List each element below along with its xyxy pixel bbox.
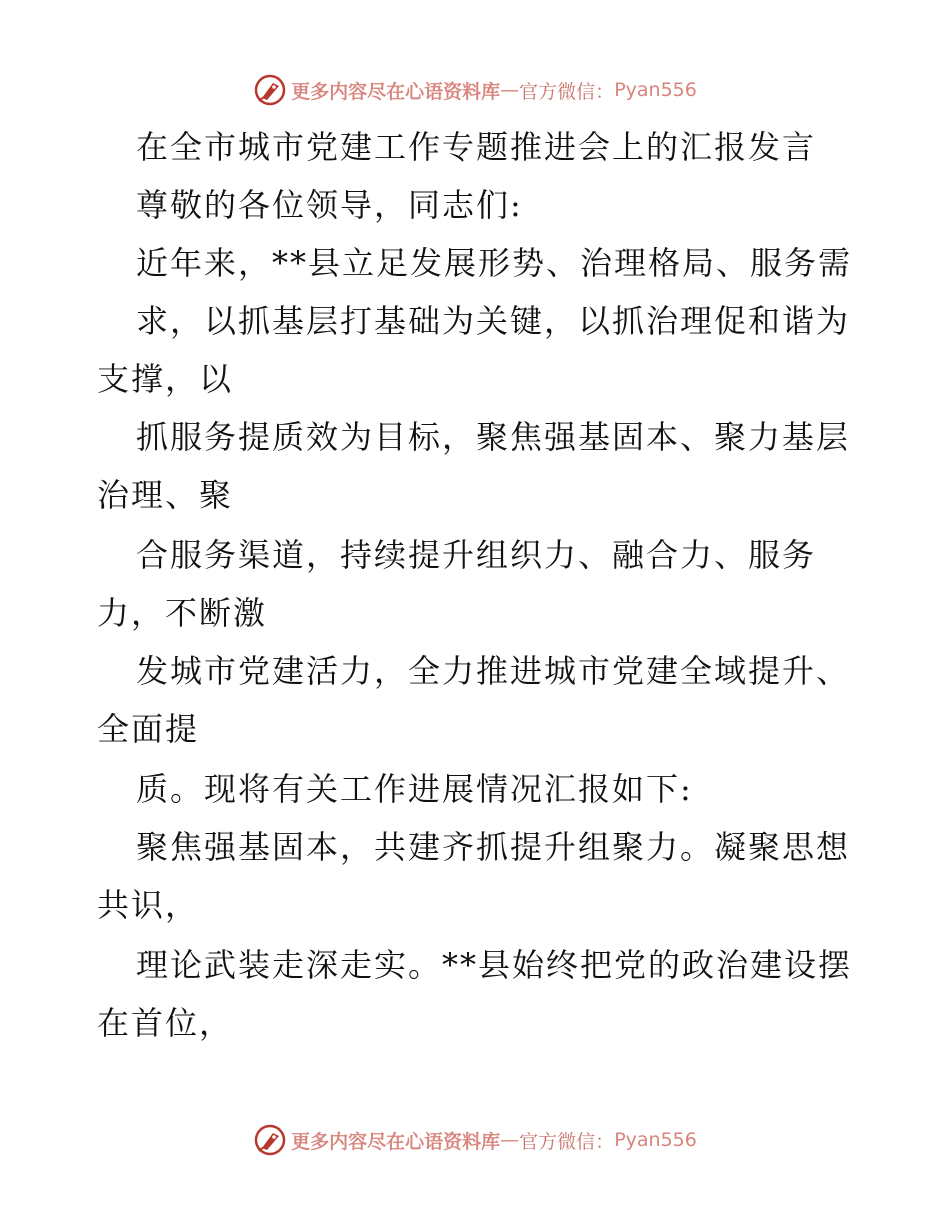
banner-text: 更多内容尽在心语资料库	[291, 1130, 501, 1153]
body-line: 合服务渠道，持续提升组织力、融合力、服务	[136, 536, 817, 574]
document-title: 在全市城市党建工作专题推进会上的汇报发言	[136, 128, 817, 166]
body-line: 发城市党建活力，全力推进城市党建全域提升、	[136, 652, 851, 690]
body-line: 质。现将有关工作进展情况汇报如下:	[136, 770, 693, 808]
salutation: 尊敬的各位领导，同志们:	[136, 186, 523, 224]
banner-wechat-id: Pyan556	[614, 1129, 697, 1151]
body-line: 支撑，以	[97, 360, 234, 398]
banner-separator: —	[500, 1129, 520, 1151]
body-line: 治理、聚	[97, 476, 234, 514]
body-line: 求，以抓基层打基础为关键，以抓治理促和谐为	[136, 302, 851, 340]
body-line: 抓服务提质效为目标，聚焦强基固本、聚力基层	[136, 418, 851, 456]
banner-separator: —	[500, 79, 520, 101]
body-line: 在首位，	[97, 1004, 234, 1042]
footer-banner	[0, 1120, 950, 1160]
banner-wechat-label: 官方微信：	[519, 80, 615, 103]
body-line: 共识，	[97, 886, 200, 924]
pen-nib-logo-icon	[253, 1123, 287, 1157]
banner-wechat-id: Pyan556	[614, 79, 697, 101]
banner-wechat-label: 官方微信：	[519, 1130, 615, 1153]
banner-text: 更多内容尽在心语资料库	[291, 80, 501, 103]
body-line: 力，不断激	[97, 594, 268, 632]
body-line: 理论武装走深走实。**县始终把党的政治建设摆	[136, 946, 853, 984]
body-line: 聚焦强基固本，共建齐抓提升组聚力。凝聚思想	[136, 828, 851, 866]
body-line: 全面提	[97, 710, 200, 748]
body-line: 近年来，**县立足发展形势、治理格局、服务需	[136, 244, 853, 282]
